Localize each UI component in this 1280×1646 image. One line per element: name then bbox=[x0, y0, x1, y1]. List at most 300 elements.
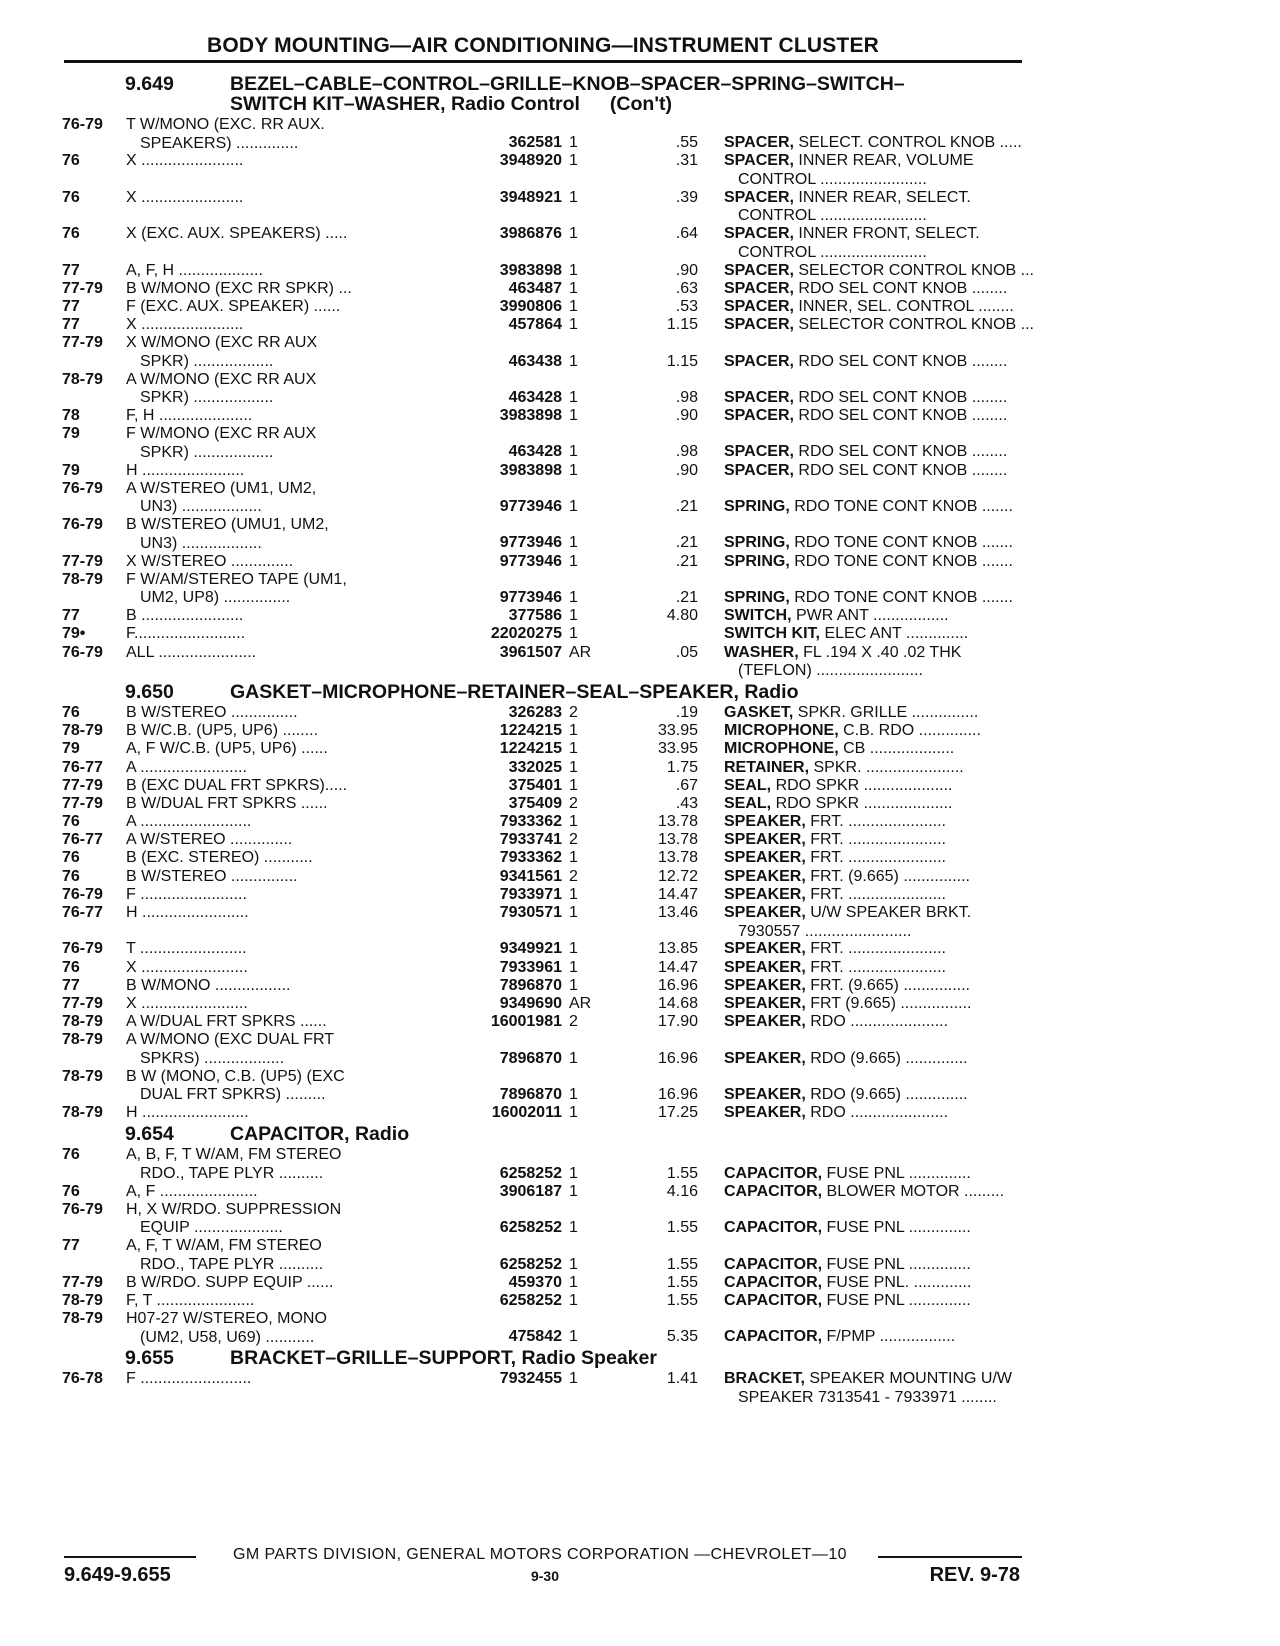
part-keyword: CAPACITOR, bbox=[724, 1255, 823, 1273]
price: 13.78 bbox=[657, 813, 698, 831]
part-row bbox=[62, 1068, 1022, 1104]
part-description bbox=[724, 904, 1084, 941]
model-years: 77-79 bbox=[62, 794, 103, 812]
part-row bbox=[62, 425, 1022, 461]
usage-line: F W/MONO (EXC RR AUX bbox=[126, 425, 317, 443]
footer-rule-right bbox=[878, 1556, 1022, 1558]
price: 13.78 bbox=[657, 849, 698, 867]
part-keyword: SPACER, bbox=[724, 279, 794, 297]
part-description bbox=[724, 722, 1084, 741]
section-heading bbox=[62, 1348, 1022, 1368]
price: 13.78 bbox=[657, 831, 698, 849]
part-number: 463428 bbox=[508, 388, 562, 406]
part-number: 3983898 bbox=[499, 461, 562, 479]
part-number: 6258252 bbox=[499, 1255, 562, 1273]
part-keyword: SWITCH, bbox=[724, 607, 792, 625]
price: 17.25 bbox=[657, 1104, 698, 1122]
part-row bbox=[62, 959, 1022, 977]
usage-line: H ........................ bbox=[126, 1104, 249, 1122]
part-description bbox=[724, 644, 1084, 681]
part-description bbox=[724, 831, 1084, 850]
section-title-line1: BEZEL–CABLE–CONTROL–GRILLE–KNOB–SPACER–SPRING–SWITCH– bbox=[230, 73, 905, 95]
price: .98 bbox=[675, 388, 698, 406]
part-row bbox=[62, 607, 1022, 625]
quantity: 1 bbox=[569, 776, 578, 794]
part-detail: RDO SEL CONT KNOB ........ bbox=[793, 461, 1008, 479]
part-keyword: SPRING, bbox=[724, 534, 790, 552]
quantity: 1 bbox=[569, 722, 578, 740]
part-keyword: BRACKET, bbox=[724, 1370, 805, 1388]
section-title-rest: Radio Speaker bbox=[516, 1347, 657, 1370]
quantity: 1 bbox=[569, 940, 578, 958]
part-row bbox=[62, 1013, 1022, 1031]
part-number: 7933971 bbox=[499, 885, 562, 903]
usage-line-2: UN3) .................. bbox=[140, 498, 262, 516]
part-detail: PWR ANT ................. bbox=[791, 607, 949, 625]
price: 4.16 bbox=[666, 1182, 698, 1200]
quantity: 1 bbox=[569, 607, 578, 625]
part-row bbox=[62, 1031, 1022, 1067]
usage-line: B W/STEREO (UMU1, UM2, bbox=[126, 516, 329, 534]
footer-publisher: GM PARTS DIVISION, GENERAL MOTORS CORPORATION —CHEVROLET—10 bbox=[233, 1546, 847, 1563]
part-description bbox=[724, 389, 1084, 408]
part-keyword: SPEAKER, bbox=[724, 958, 806, 976]
model-years: 76 bbox=[62, 188, 80, 206]
part-keyword: SPACER, bbox=[724, 316, 794, 334]
model-years: 76-79 bbox=[62, 940, 103, 958]
part-keyword: SPEAKER, bbox=[724, 1085, 806, 1103]
part-detail-line-2: CONTROL ........................ bbox=[738, 207, 927, 225]
model-years: 76 bbox=[62, 225, 80, 243]
quantity: 1 bbox=[569, 976, 578, 994]
part-row bbox=[62, 571, 1022, 607]
part-description bbox=[724, 134, 1084, 153]
section-title-suffix: (Con't) bbox=[609, 93, 672, 115]
part-number: 1224215 bbox=[499, 740, 562, 758]
part-description bbox=[724, 1292, 1084, 1311]
price: 33.95 bbox=[657, 740, 698, 758]
usage-line: A W/STEREO (UM1, UM2, bbox=[126, 479, 317, 497]
model-years: 78-79 bbox=[62, 1013, 103, 1031]
part-row bbox=[62, 1201, 1022, 1237]
usage-line: A, F ...................... bbox=[126, 1182, 258, 1200]
part-keyword: SPEAKER, bbox=[724, 831, 806, 849]
part-detail: RDO SPKR .................... bbox=[771, 794, 953, 812]
quantity: 1 bbox=[569, 885, 578, 903]
quantity: 2 bbox=[569, 1013, 578, 1031]
part-detail: FUSE PNL .............. bbox=[822, 1255, 971, 1273]
part-number: 475842 bbox=[508, 1328, 562, 1346]
price: 1.55 bbox=[666, 1273, 698, 1291]
part-row bbox=[62, 995, 1022, 1013]
quantity: 1 bbox=[569, 1328, 578, 1346]
usage-line: B W/RDO. SUPP EQUIP ...... bbox=[126, 1273, 334, 1291]
model-years: 79 bbox=[62, 740, 80, 758]
price: 1.55 bbox=[666, 1164, 698, 1182]
part-number: 9773946 bbox=[499, 589, 562, 607]
part-number: 326283 bbox=[508, 703, 562, 721]
part-keyword: SPACER, bbox=[724, 297, 794, 315]
part-row bbox=[62, 280, 1022, 298]
part-row bbox=[62, 904, 1022, 940]
usage-line-2: RDO., TAPE PLYR .......... bbox=[140, 1164, 324, 1182]
quantity: 1 bbox=[569, 534, 578, 552]
model-years: 77 bbox=[62, 261, 80, 279]
usage-line: F ......................... bbox=[126, 1370, 252, 1388]
quantity: 2 bbox=[569, 794, 578, 812]
section-title-rest: Radio bbox=[349, 1123, 410, 1146]
section-title bbox=[230, 1124, 1022, 1144]
price: .21 bbox=[675, 589, 698, 607]
price: 17.90 bbox=[657, 1013, 698, 1031]
quantity: 1 bbox=[569, 443, 578, 461]
model-years: 79 bbox=[62, 425, 80, 443]
part-description bbox=[724, 262, 1084, 281]
part-detail: FL .194 X .40 .02 THK bbox=[798, 643, 962, 661]
usage-line: X ....................... bbox=[126, 152, 244, 170]
footer-section-range: 9.649-9.655 bbox=[64, 1564, 171, 1586]
model-years: 76-79 bbox=[62, 643, 103, 661]
model-years: 76 bbox=[62, 152, 80, 170]
part-description bbox=[724, 189, 1084, 226]
part-detail: RDO SEL CONT KNOB ........ bbox=[793, 279, 1008, 297]
part-keyword: CAPACITOR, bbox=[724, 1273, 823, 1291]
usage-line: B W (MONO, C.B. (UP5) (EXC bbox=[126, 1067, 345, 1085]
part-description bbox=[724, 407, 1084, 426]
section-number: 9.649 bbox=[125, 73, 174, 95]
part-keyword: SPEAKER, bbox=[724, 976, 806, 994]
usage-line: F (EXC. AUX. SPEAKER) ...... bbox=[126, 297, 341, 315]
model-years: 77-79 bbox=[62, 334, 103, 352]
price: .90 bbox=[675, 407, 698, 425]
model-years: 76-78 bbox=[62, 1370, 103, 1388]
part-detail: RDO TONE CONT KNOB ....... bbox=[789, 552, 1013, 570]
page-title: BODY MOUNTING—AIR CONDITIONING—INSTRUMENT CLUSTER bbox=[206, 34, 880, 57]
price: 16.96 bbox=[657, 1085, 698, 1103]
quantity: 1 bbox=[569, 1182, 578, 1200]
part-number: 9773946 bbox=[499, 552, 562, 570]
part-description bbox=[724, 1219, 1084, 1238]
quantity: 1 bbox=[569, 1370, 578, 1388]
part-detail: FRT. ...................... bbox=[805, 813, 946, 831]
part-row bbox=[62, 1274, 1022, 1292]
part-keyword: CAPACITOR, bbox=[724, 1164, 823, 1182]
part-description bbox=[724, 849, 1084, 868]
part-detail: F/PMP ................. bbox=[822, 1328, 956, 1346]
part-row bbox=[62, 334, 1022, 370]
part-keyword: CAPACITOR, bbox=[724, 1291, 823, 1309]
part-number: 7930571 bbox=[499, 904, 562, 922]
section-heading bbox=[62, 74, 1022, 114]
quantity: 1 bbox=[569, 758, 578, 776]
section-title-bold: GASKET–MICROPHONE–RETAINER–SEAL–SPEAKER, bbox=[230, 680, 739, 703]
part-keyword: SWITCH KIT, bbox=[724, 625, 820, 643]
part-row bbox=[62, 116, 1022, 152]
part-keyword: SPACER, bbox=[724, 225, 794, 243]
part-description bbox=[724, 443, 1084, 462]
quantity: 1 bbox=[569, 316, 578, 334]
part-detail-line-2: CONTROL ........................ bbox=[738, 243, 927, 261]
usage-line: A ......................... bbox=[126, 813, 252, 831]
part-detail: FRT. ...................... bbox=[805, 885, 946, 903]
part-detail: RDO (9.665) .............. bbox=[805, 1085, 968, 1103]
part-description bbox=[724, 316, 1084, 335]
part-detail: RDO TONE CONT KNOB ....... bbox=[789, 534, 1013, 552]
part-number: 9349921 bbox=[499, 940, 562, 958]
part-number: 459370 bbox=[508, 1273, 562, 1291]
part-detail: INNER REAR, VOLUME bbox=[793, 152, 974, 170]
part-keyword: SPRING, bbox=[724, 552, 790, 570]
part-number: 9349690 bbox=[499, 995, 562, 1012]
part-keyword: SPACER, bbox=[724, 461, 794, 479]
part-row bbox=[62, 516, 1022, 552]
part-detail: FRT. ...................... bbox=[805, 849, 946, 867]
model-years: 77 bbox=[62, 297, 80, 315]
usage-line: B W/STEREO ............... bbox=[126, 867, 298, 885]
price: 14.68 bbox=[657, 995, 698, 1012]
usage-line: A W/STEREO .............. bbox=[126, 831, 293, 849]
model-years: 78-79 bbox=[62, 722, 103, 740]
quantity: 1 bbox=[569, 461, 578, 479]
part-keyword: SEAL, bbox=[724, 794, 772, 812]
section-title-bold: SWITCH KIT–WASHER, bbox=[230, 93, 446, 115]
part-detail: RDO SEL CONT KNOB ........ bbox=[793, 352, 1008, 370]
part-detail: RDO SEL CONT KNOB ........ bbox=[793, 388, 1008, 406]
quantity: 1 bbox=[569, 1273, 578, 1291]
part-description bbox=[724, 1104, 1084, 1123]
usage-line: A, F, H ................... bbox=[126, 261, 263, 279]
part-keyword: SPRING, bbox=[724, 589, 790, 607]
part-detail: C.B. RDO .............. bbox=[838, 722, 981, 740]
price: .21 bbox=[675, 534, 698, 552]
price: .63 bbox=[675, 279, 698, 297]
part-description bbox=[724, 152, 1084, 189]
quantity: 1 bbox=[569, 904, 578, 922]
part-keyword: WASHER, bbox=[724, 643, 799, 661]
price: .90 bbox=[675, 461, 698, 479]
part-row bbox=[62, 225, 1022, 261]
model-years: 77 bbox=[62, 316, 80, 334]
usage-line-2: SPKR) .................. bbox=[140, 389, 274, 407]
quantity: 1 bbox=[569, 625, 578, 643]
model-years: 79• bbox=[62, 625, 86, 643]
model-years: 76 bbox=[62, 1182, 80, 1200]
usage-line: B W/DUAL FRT SPKRS ...... bbox=[126, 794, 328, 812]
part-number: 1224215 bbox=[499, 722, 562, 740]
part-description bbox=[724, 1050, 1084, 1069]
usage-line: X W/MONO (EXC RR AUX bbox=[126, 334, 318, 352]
usage-line: F W/AM/STEREO TAPE (UM1, bbox=[126, 570, 347, 588]
part-detail: ELEC ANT .............. bbox=[820, 625, 969, 643]
usage-line: F......................... bbox=[126, 625, 246, 643]
part-number: 463438 bbox=[508, 352, 562, 370]
part-number: 377586 bbox=[508, 607, 562, 625]
part-keyword: SPACER, bbox=[724, 407, 794, 425]
part-description bbox=[724, 1370, 1084, 1407]
price: .31 bbox=[675, 152, 698, 170]
part-row bbox=[62, 795, 1022, 813]
price: 12.72 bbox=[657, 867, 698, 885]
part-row bbox=[62, 407, 1022, 425]
price: .90 bbox=[675, 261, 698, 279]
quantity: 1 bbox=[569, 1219, 578, 1237]
usage-line-2: (UM2, U58, U69) ........... bbox=[140, 1328, 315, 1346]
part-row bbox=[62, 625, 1022, 643]
part-row bbox=[62, 759, 1022, 777]
part-detail: SELECTOR CONTROL KNOB ... bbox=[793, 261, 1034, 279]
section-title bbox=[230, 682, 1022, 702]
price: 33.95 bbox=[657, 722, 698, 740]
part-detail: SPEAKER MOUNTING U/W bbox=[804, 1370, 1013, 1388]
part-keyword: SPEAKER, bbox=[724, 940, 806, 958]
usage-line: X ....................... bbox=[126, 316, 244, 334]
part-row bbox=[62, 886, 1022, 904]
model-years: 78-79 bbox=[62, 1104, 103, 1122]
section-title bbox=[230, 94, 1022, 114]
part-description bbox=[724, 886, 1084, 905]
part-keyword: SPEAKER, bbox=[724, 995, 806, 1012]
model-years: 76-77 bbox=[62, 831, 103, 849]
part-row bbox=[62, 722, 1022, 740]
usage-line: H ........................ bbox=[126, 904, 249, 922]
usage-line: H07-27 W/STEREO, MONO bbox=[126, 1310, 327, 1328]
part-keyword: SPEAKER, bbox=[724, 1049, 806, 1067]
model-years: 77-79 bbox=[62, 279, 103, 297]
price: .43 bbox=[675, 794, 698, 812]
part-keyword: RETAINER, bbox=[724, 758, 810, 776]
part-keyword: SPEAKER, bbox=[724, 867, 806, 885]
quantity: AR bbox=[569, 995, 592, 1012]
part-keyword: GASKET, bbox=[724, 703, 794, 721]
part-number: 375401 bbox=[508, 776, 562, 794]
model-years: 76 bbox=[62, 1146, 80, 1164]
model-years: 78-79 bbox=[62, 1031, 103, 1049]
part-row bbox=[62, 1183, 1022, 1201]
usage-line: B (EXC. STEREO) ........... bbox=[126, 849, 313, 867]
part-row bbox=[62, 1292, 1022, 1310]
part-description bbox=[724, 977, 1084, 996]
quantity: 1 bbox=[569, 407, 578, 425]
part-description bbox=[724, 534, 1084, 553]
part-row bbox=[62, 777, 1022, 795]
usage-line: A ........................ bbox=[126, 758, 247, 776]
part-keyword: SPACER, bbox=[724, 152, 794, 170]
usage-line: A W/DUAL FRT SPKRS ...... bbox=[126, 1013, 327, 1031]
part-description bbox=[724, 553, 1084, 572]
part-description bbox=[724, 740, 1084, 759]
part-number: 7933362 bbox=[499, 849, 562, 867]
model-years: 76-79 bbox=[62, 116, 103, 133]
usage-line: X W/STEREO .............. bbox=[126, 552, 294, 570]
part-row bbox=[62, 704, 1022, 722]
model-years: 79 bbox=[62, 461, 80, 479]
quantity: 1 bbox=[569, 352, 578, 370]
part-description bbox=[724, 280, 1084, 299]
quantity: 1 bbox=[569, 1164, 578, 1182]
quantity: 1 bbox=[569, 188, 578, 206]
part-number: 7896870 bbox=[499, 1085, 562, 1103]
part-number: 457864 bbox=[508, 316, 562, 334]
usage-line-2: EQUIP .................... bbox=[140, 1219, 283, 1237]
part-detail: FRT. (9.665) ............... bbox=[805, 976, 970, 994]
model-years: 77-79 bbox=[62, 776, 103, 794]
part-row bbox=[62, 644, 1022, 680]
part-description bbox=[724, 589, 1084, 608]
part-description bbox=[724, 1256, 1084, 1275]
part-number: 7896870 bbox=[499, 976, 562, 994]
price: 1.41 bbox=[666, 1370, 698, 1388]
model-years: 78-79 bbox=[62, 1291, 103, 1309]
usage-line: F, H ..................... bbox=[126, 407, 253, 425]
part-detail-line-2: SPEAKER 7313541 - 7933971 ........ bbox=[738, 1388, 997, 1406]
usage-line: ALL ...................... bbox=[126, 643, 257, 661]
part-row bbox=[62, 298, 1022, 316]
part-keyword: SPACER, bbox=[724, 134, 794, 152]
part-detail-line-2: CONTROL ........................ bbox=[738, 170, 927, 188]
price: 1.55 bbox=[666, 1291, 698, 1309]
quantity: 1 bbox=[569, 279, 578, 297]
quantity: 1 bbox=[569, 498, 578, 516]
part-detail: RDO SEL CONT KNOB ........ bbox=[793, 407, 1008, 425]
part-row bbox=[62, 849, 1022, 867]
part-keyword: SPACER, bbox=[724, 443, 794, 461]
usage-line: F, T ...................... bbox=[126, 1291, 255, 1309]
price: .39 bbox=[675, 188, 698, 206]
part-row bbox=[62, 977, 1022, 995]
part-number: 16002011 bbox=[491, 1104, 562, 1122]
part-description bbox=[724, 777, 1084, 796]
model-years: 78-79 bbox=[62, 1067, 103, 1085]
usage-line: B W/C.B. (UP5, UP6) ........ bbox=[126, 722, 319, 740]
part-description bbox=[724, 625, 1084, 644]
section-number: 9.654 bbox=[125, 1123, 174, 1146]
part-number: 463487 bbox=[508, 279, 562, 297]
part-detail: SELECTOR CONTROL KNOB ... bbox=[793, 316, 1034, 334]
usage-line: A, B, F, T W/AM, FM STEREO bbox=[126, 1146, 342, 1164]
part-detail: BLOWER MOTOR ......... bbox=[822, 1182, 1005, 1200]
quantity: 1 bbox=[569, 225, 578, 243]
price: .05 bbox=[675, 643, 698, 661]
model-years: 76 bbox=[62, 867, 80, 885]
part-row bbox=[62, 1237, 1022, 1273]
model-years: 78-79 bbox=[62, 570, 103, 588]
part-detail: INNER FRONT, SELECT. bbox=[793, 225, 980, 243]
part-detail: RDO SEL CONT KNOB ........ bbox=[793, 443, 1008, 461]
part-keyword: SPACER, bbox=[724, 352, 794, 370]
part-row bbox=[62, 152, 1022, 188]
model-years: 76 bbox=[62, 813, 80, 831]
part-detail: INNER, SEL. CONTROL ........ bbox=[793, 297, 1014, 315]
section-number: 9.655 bbox=[125, 1347, 174, 1370]
part-description bbox=[724, 225, 1084, 262]
part-row bbox=[62, 1310, 1022, 1346]
model-years: 76-79 bbox=[62, 885, 103, 903]
part-number: 463428 bbox=[508, 443, 562, 461]
part-keyword: CAPACITOR, bbox=[724, 1219, 823, 1237]
part-keyword: CAPACITOR, bbox=[724, 1328, 823, 1346]
part-detail: RDO ...................... bbox=[805, 1104, 949, 1122]
part-description bbox=[724, 1274, 1084, 1293]
part-detail: FUSE PNL. ............. bbox=[822, 1273, 972, 1291]
part-number: 362581 bbox=[508, 134, 562, 152]
part-description bbox=[724, 1183, 1084, 1202]
usage-line-2: SPKR) .................. bbox=[140, 443, 274, 461]
part-row bbox=[62, 1370, 1022, 1406]
price: 1.15 bbox=[666, 316, 698, 334]
part-description bbox=[724, 1086, 1084, 1105]
part-description bbox=[724, 795, 1084, 814]
part-number: 3948920 bbox=[499, 152, 562, 170]
